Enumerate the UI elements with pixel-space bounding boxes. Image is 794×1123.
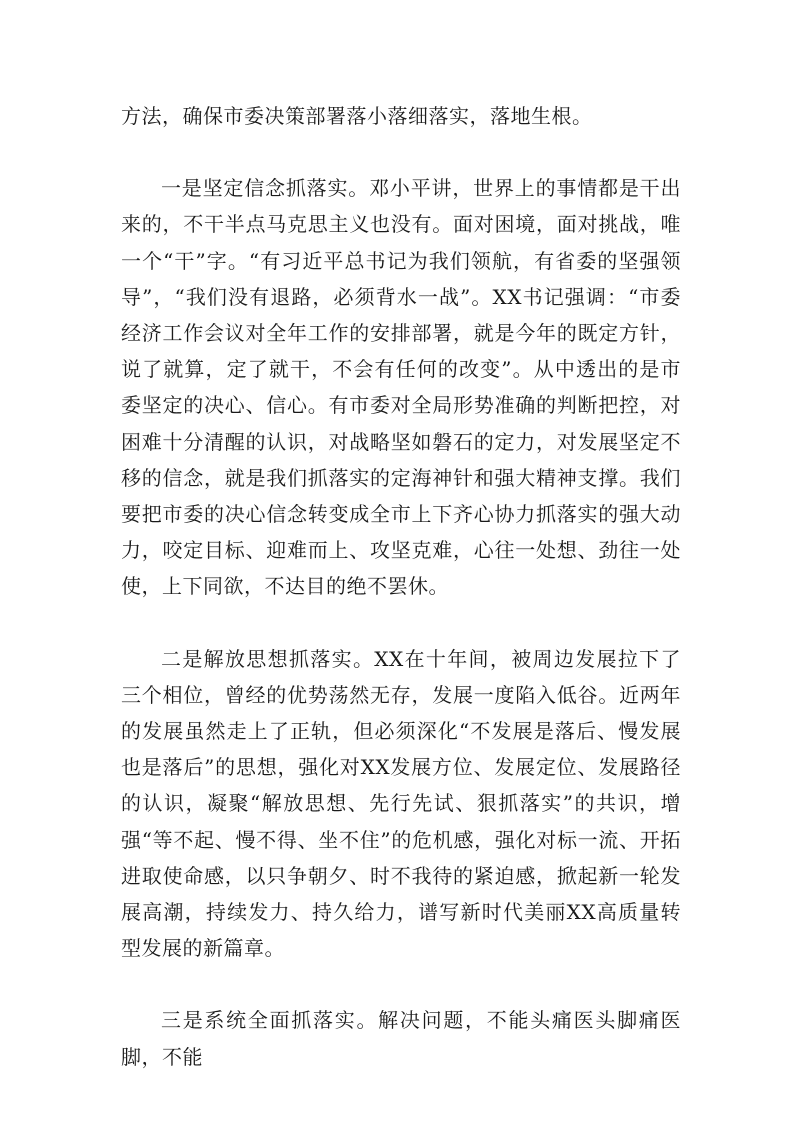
paragraph-systematic: 三是系统全面抓落实。解决问题，不能头痛医头脚痛医脚，不能: [121, 1008, 681, 1069]
paragraph-emancipate-mind: 二是解放思想抓落实。XX在十年间，被周边发展拉下了三个相位，曾经的优势荡然无存，发展一度陷入低谷。近两年的发展虽然走上了正轨，但必须深化“不发展是落后、慢发展也是落后”的思想，强化对XX发展方位、发展定位、发展路径的认识，凝聚“解放思想、先行先试、狠抓落实”的共识，增强“等不起、慢不得、坐不住”的危机感，强化对标一流、开拓进取使命感，以只争朝夕、时不我待的紧迫感，掀起新一轮发展高潮，持续发力、持久给力，谱写新时代美丽XX高质量转型发展的新篇章。: [121, 646, 681, 961]
paragraph-continuation: 方法，确保市委决策部署落小落细落实，落地生根。: [121, 104, 593, 128]
paragraph-firm-belief: 一是坚定信念抓落实。邓小平讲，世界上的事情都是干出来的，不干半点马克思主义也没有。面对困境，面对挑战，唯一个“干”字。“有习近平总书记为我们领航，有省委的坚强领导”，“我们没有退路，必须背水一战”。XX书记强调：“市委经济工作会议对全年工作的安排部署，就是今年的既定方针，说了就算，定了就干，不会有任何的改变”。从中透出的是市委坚定的决心、信心。有市委对全局形势准确的判断把控，对困难十分清醒的认识，对战略坚如磐石的定力，对发展坚定不移的信念，就是我们抓落实的定海神针和强大精神支撑。我们要把市委的决心信念转变成全市上下齐心协力抓落实的强大动力，咬定目标、迎难而上、攻坚克难，心往一处想、劲往一处使，上下同欲，不达目的绝不罢休。: [121, 176, 681, 599]
document-body: [121, 98, 681, 1075]
